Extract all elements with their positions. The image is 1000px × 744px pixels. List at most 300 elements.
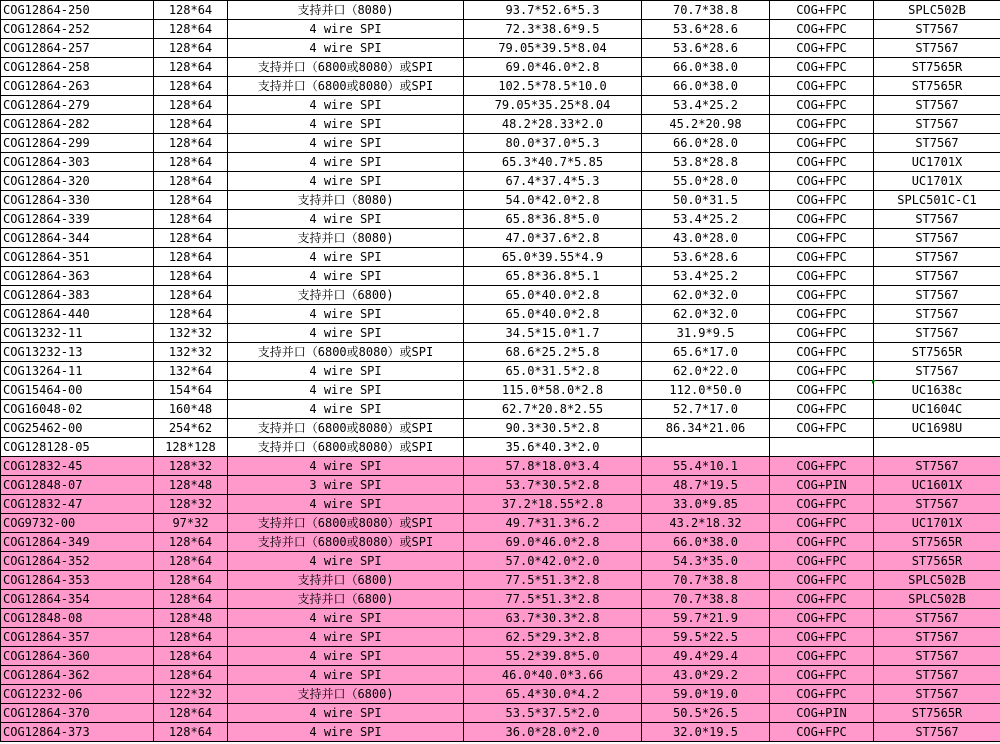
package-cell[interactable]: COG+FPC — [770, 457, 874, 476]
model-cell[interactable]: COG13232-13 — [1, 343, 154, 362]
resolution-cell[interactable]: 128*64 — [154, 533, 228, 552]
outline-size-cell[interactable]: 93.7*52.6*5.3 — [464, 1, 642, 20]
interface-cell[interactable]: 4 wire SPI — [228, 723, 464, 742]
package-cell[interactable]: COG+FPC — [770, 723, 874, 742]
controller-cell[interactable]: ST7567 — [874, 609, 1000, 628]
interface-cell[interactable]: 4 wire SPI — [228, 267, 464, 286]
table-row[interactable] — [1, 590, 1000, 609]
view-area-cell[interactable]: 43.0*29.2 — [642, 666, 770, 685]
view-area-cell[interactable]: 48.7*19.5 — [642, 476, 770, 495]
outline-size-cell[interactable]: 57.8*18.0*3.4 — [464, 457, 642, 476]
resolution-cell[interactable]: 128*64 — [154, 134, 228, 153]
package-cell[interactable]: COG+FPC — [770, 685, 874, 704]
model-cell[interactable]: COG12864-303 — [1, 153, 154, 172]
interface-cell[interactable]: 4 wire SPI — [228, 20, 464, 39]
outline-size-cell[interactable]: 77.5*51.3*2.8 — [464, 571, 642, 590]
table-row[interactable] — [1, 305, 1000, 324]
interface-cell[interactable]: 4 wire SPI — [228, 305, 464, 324]
outline-size-cell[interactable]: 34.5*15.0*1.7 — [464, 324, 642, 343]
interface-cell[interactable]: 4 wire SPI — [228, 362, 464, 381]
package-cell[interactable]: COG+FPC — [770, 134, 874, 153]
outline-size-cell[interactable]: 55.2*39.8*5.0 — [464, 647, 642, 666]
controller-cell[interactable]: ST7565R — [874, 343, 1000, 362]
package-cell[interactable]: COG+FPC — [770, 533, 874, 552]
interface-cell[interactable]: 支持并口（6800或8080）或SPI — [228, 343, 464, 362]
table-row[interactable] — [1, 153, 1000, 172]
controller-cell[interactable]: ST7567 — [874, 115, 1000, 134]
resolution-cell[interactable]: 128*64 — [154, 666, 228, 685]
view-area-cell[interactable]: 59.5*22.5 — [642, 628, 770, 647]
view-area-cell[interactable]: 49.4*29.4 — [642, 647, 770, 666]
interface-cell[interactable]: 4 wire SPI — [228, 552, 464, 571]
controller-cell[interactable]: UC1601X — [874, 476, 1000, 495]
table-row[interactable] — [1, 77, 1000, 96]
table-row[interactable] — [1, 96, 1000, 115]
resolution-cell[interactable]: 97*32 — [154, 514, 228, 533]
resolution-cell[interactable]: 128*64 — [154, 77, 228, 96]
resolution-cell[interactable]: 128*64 — [154, 153, 228, 172]
interface-cell[interactable]: 支持并口（6800) — [228, 590, 464, 609]
outline-size-cell[interactable]: 36.0*28.0*2.0 — [464, 723, 642, 742]
view-area-cell[interactable]: 50.5*26.5 — [642, 704, 770, 723]
interface-cell[interactable]: 4 wire SPI — [228, 115, 464, 134]
table-row[interactable] — [1, 115, 1000, 134]
table-row[interactable] — [1, 609, 1000, 628]
resolution-cell[interactable]: 128*64 — [154, 267, 228, 286]
outline-size-cell[interactable]: 65.3*40.7*5.85 — [464, 153, 642, 172]
resolution-cell[interactable]: 132*32 — [154, 324, 228, 343]
model-cell[interactable]: COG12864-351 — [1, 248, 154, 267]
model-cell[interactable]: COG12832-45 — [1, 457, 154, 476]
view-area-cell[interactable]: 112.0*50.0 — [642, 381, 770, 400]
package-cell[interactable]: COG+FPC — [770, 210, 874, 229]
resolution-cell[interactable]: 128*64 — [154, 590, 228, 609]
outline-size-cell[interactable]: 72.3*38.6*9.5 — [464, 20, 642, 39]
view-area-cell[interactable]: 66.0*38.0 — [642, 58, 770, 77]
interface-cell[interactable]: 4 wire SPI — [228, 96, 464, 115]
controller-cell[interactable]: ST7567 — [874, 647, 1000, 666]
controller-cell[interactable]: ST7567 — [874, 229, 1000, 248]
outline-size-cell[interactable]: 65.8*36.8*5.0 — [464, 210, 642, 229]
interface-cell[interactable]: 4 wire SPI — [228, 153, 464, 172]
view-area-cell[interactable]: 55.4*10.1 — [642, 457, 770, 476]
outline-size-cell[interactable]: 102.5*78.5*10.0 — [464, 77, 642, 96]
table-row[interactable] — [1, 324, 1000, 343]
package-cell[interactable]: COG+FPC — [770, 20, 874, 39]
view-area-cell[interactable] — [642, 438, 770, 457]
table-row[interactable] — [1, 1, 1000, 20]
table-row[interactable] — [1, 495, 1000, 514]
view-area-cell[interactable]: 43.0*28.0 — [642, 229, 770, 248]
model-cell[interactable]: COG12864-360 — [1, 647, 154, 666]
resolution-cell[interactable]: 128*32 — [154, 457, 228, 476]
outline-size-cell[interactable]: 79.05*35.25*8.04 — [464, 96, 642, 115]
view-area-cell[interactable]: 70.7*38.8 — [642, 590, 770, 609]
resolution-cell[interactable]: 128*64 — [154, 229, 228, 248]
outline-size-cell[interactable]: 69.0*46.0*2.8 — [464, 58, 642, 77]
package-cell[interactable]: COG+FPC — [770, 609, 874, 628]
resolution-cell[interactable]: 128*48 — [154, 609, 228, 628]
model-cell[interactable]: COG12864-352 — [1, 552, 154, 571]
table-row[interactable] — [1, 172, 1000, 191]
interface-cell[interactable]: 4 wire SPI — [228, 666, 464, 685]
model-cell[interactable]: COG16048-02 — [1, 400, 154, 419]
controller-cell[interactable]: ST7567 — [874, 248, 1000, 267]
resolution-cell[interactable]: 128*32 — [154, 495, 228, 514]
table-row[interactable] — [1, 457, 1000, 476]
model-cell[interactable]: COG12864-263 — [1, 77, 154, 96]
interface-cell[interactable]: 支持并口（6800) — [228, 571, 464, 590]
model-cell[interactable]: COG12864-252 — [1, 20, 154, 39]
package-cell[interactable]: COG+FPC — [770, 153, 874, 172]
package-cell[interactable] — [770, 438, 874, 457]
view-area-cell[interactable]: 66.0*38.0 — [642, 77, 770, 96]
controller-cell[interactable]: ST7565R — [874, 704, 1000, 723]
table-row[interactable] — [1, 343, 1000, 362]
model-cell[interactable]: COG12864-282 — [1, 115, 154, 134]
table-row[interactable] — [1, 571, 1000, 590]
view-area-cell[interactable]: 53.8*28.8 — [642, 153, 770, 172]
resolution-cell[interactable]: 128*64 — [154, 571, 228, 590]
table-row[interactable] — [1, 438, 1000, 457]
package-cell[interactable]: COG+FPC — [770, 286, 874, 305]
model-cell[interactable]: COG12864-363 — [1, 267, 154, 286]
outline-size-cell[interactable]: 80.0*37.0*5.3 — [464, 134, 642, 153]
controller-cell[interactable]: SPLC502B — [874, 1, 1000, 20]
table-row[interactable] — [1, 248, 1000, 267]
model-cell[interactable]: COG12864-258 — [1, 58, 154, 77]
controller-cell[interactable]: ST7567 — [874, 666, 1000, 685]
view-area-cell[interactable]: 45.2*20.98 — [642, 115, 770, 134]
model-cell[interactable]: COG128128-05 — [1, 438, 154, 457]
model-cell[interactable]: COG9732-00 — [1, 514, 154, 533]
interface-cell[interactable]: 支持并口（6800) — [228, 685, 464, 704]
view-area-cell[interactable]: 53.4*25.2 — [642, 96, 770, 115]
table-row[interactable] — [1, 58, 1000, 77]
view-area-cell[interactable]: 66.0*38.0 — [642, 533, 770, 552]
table-row[interactable] — [1, 286, 1000, 305]
interface-cell[interactable]: 4 wire SPI — [228, 210, 464, 229]
interface-cell[interactable]: 4 wire SPI — [228, 172, 464, 191]
package-cell[interactable]: COG+FPC — [770, 362, 874, 381]
table-row[interactable] — [1, 191, 1000, 210]
model-cell[interactable]: COG12864-362 — [1, 666, 154, 685]
view-area-cell[interactable]: 53.6*28.6 — [642, 39, 770, 58]
model-cell[interactable]: COG13264-11 — [1, 362, 154, 381]
table-row[interactable] — [1, 685, 1000, 704]
outline-size-cell[interactable]: 54.0*42.0*2.8 — [464, 191, 642, 210]
table-row[interactable] — [1, 39, 1000, 58]
package-cell[interactable]: COG+FPC — [770, 191, 874, 210]
view-area-cell[interactable]: 62.0*22.0 — [642, 362, 770, 381]
package-cell[interactable]: COG+FPC — [770, 324, 874, 343]
outline-size-cell[interactable]: 67.4*37.4*5.3 — [464, 172, 642, 191]
controller-cell[interactable]: UC1701X — [874, 514, 1000, 533]
view-area-cell[interactable]: 53.6*28.6 — [642, 20, 770, 39]
resolution-cell[interactable]: 128*64 — [154, 191, 228, 210]
interface-cell[interactable]: 支持并口（8080) — [228, 229, 464, 248]
resolution-cell[interactable]: 128*64 — [154, 1, 228, 20]
package-cell[interactable]: COG+FPC — [770, 343, 874, 362]
resolution-cell[interactable]: 128*64 — [154, 628, 228, 647]
package-cell[interactable]: COG+FPC — [770, 115, 874, 134]
resolution-cell[interactable]: 160*48 — [154, 400, 228, 419]
view-area-cell[interactable]: 62.0*32.0 — [642, 286, 770, 305]
resolution-cell[interactable]: 132*64 — [154, 362, 228, 381]
table-row[interactable] — [1, 533, 1000, 552]
controller-cell[interactable]: ST7567 — [874, 134, 1000, 153]
controller-cell[interactable]: ST7567 — [874, 286, 1000, 305]
resolution-cell[interactable]: 128*64 — [154, 723, 228, 742]
resolution-cell[interactable]: 128*128 — [154, 438, 228, 457]
controller-cell[interactable]: ST7567 — [874, 495, 1000, 514]
outline-size-cell[interactable]: 65.4*30.0*4.2 — [464, 685, 642, 704]
package-cell[interactable]: COG+FPC — [770, 647, 874, 666]
model-cell[interactable]: COG12864-250 — [1, 1, 154, 20]
controller-cell[interactable]: ST7567 — [874, 39, 1000, 58]
interface-cell[interactable]: 支持并口（8080) — [228, 191, 464, 210]
controller-cell[interactable]: UC1604C — [874, 400, 1000, 419]
package-cell[interactable]: COG+FPC — [770, 400, 874, 419]
package-cell[interactable]: COG+PIN — [770, 704, 874, 723]
interface-cell[interactable]: 4 wire SPI — [228, 704, 464, 723]
model-cell[interactable]: COG12864-370 — [1, 704, 154, 723]
package-cell[interactable]: COG+FPC — [770, 248, 874, 267]
outline-size-cell[interactable]: 57.0*42.0*2.0 — [464, 552, 642, 571]
package-cell[interactable]: COG+FPC — [770, 39, 874, 58]
controller-cell[interactable]: SPLC501C-C1 — [874, 191, 1000, 210]
model-cell[interactable]: COG12864-354 — [1, 590, 154, 609]
model-cell[interactable]: COG12864-353 — [1, 571, 154, 590]
interface-cell[interactable]: 支持并口（6800或8080）或SPI — [228, 58, 464, 77]
model-cell[interactable]: COG13232-11 — [1, 324, 154, 343]
outline-size-cell[interactable]: 49.7*31.3*6.2 — [464, 514, 642, 533]
resolution-cell[interactable]: 128*64 — [154, 96, 228, 115]
resolution-cell[interactable]: 128*64 — [154, 20, 228, 39]
table-row[interactable] — [1, 381, 1000, 400]
controller-cell[interactable]: ST7567 — [874, 685, 1000, 704]
package-cell[interactable]: COG+FPC — [770, 77, 874, 96]
table-row[interactable] — [1, 419, 1000, 438]
model-cell[interactable]: COG12864-330 — [1, 191, 154, 210]
controller-cell[interactable]: UC1698U — [874, 419, 1000, 438]
interface-cell[interactable]: 4 wire SPI — [228, 400, 464, 419]
outline-size-cell[interactable]: 79.05*39.5*8.04 — [464, 39, 642, 58]
outline-size-cell[interactable]: 65.0*39.55*4.9 — [464, 248, 642, 267]
view-area-cell[interactable]: 65.6*17.0 — [642, 343, 770, 362]
controller-cell[interactable]: ST7567 — [874, 324, 1000, 343]
model-cell[interactable]: COG12864-339 — [1, 210, 154, 229]
package-cell[interactable]: COG+FPC — [770, 381, 874, 400]
controller-cell[interactable]: ST7565R — [874, 58, 1000, 77]
package-cell[interactable]: COG+FPC — [770, 590, 874, 609]
interface-cell[interactable]: 4 wire SPI — [228, 609, 464, 628]
package-cell[interactable]: COG+FPC — [770, 229, 874, 248]
resolution-cell[interactable]: 128*64 — [154, 305, 228, 324]
interface-cell[interactable]: 4 wire SPI — [228, 39, 464, 58]
resolution-cell[interactable]: 122*32 — [154, 685, 228, 704]
controller-cell[interactable]: SPLC502B — [874, 590, 1000, 609]
interface-cell[interactable]: 支持并口（6800或8080）或SPI — [228, 438, 464, 457]
controller-cell[interactable]: ST7567 — [874, 723, 1000, 742]
interface-cell[interactable]: 支持并口（6800) — [228, 286, 464, 305]
controller-cell[interactable]: SPLC502B — [874, 571, 1000, 590]
resolution-cell[interactable]: 128*64 — [154, 39, 228, 58]
controller-cell[interactable]: ST7565R — [874, 77, 1000, 96]
model-cell[interactable]: COG12232-06 — [1, 685, 154, 704]
outline-size-cell[interactable]: 48.2*28.33*2.0 — [464, 115, 642, 134]
table-row[interactable] — [1, 20, 1000, 39]
outline-size-cell[interactable]: 46.0*40.0*3.66 — [464, 666, 642, 685]
outline-size-cell[interactable]: 115.0*58.0*2.8 — [464, 381, 642, 400]
model-cell[interactable]: COG15464-00 — [1, 381, 154, 400]
controller-cell[interactable]: UC1701X — [874, 172, 1000, 191]
controller-cell[interactable]: ST7567 — [874, 96, 1000, 115]
model-cell[interactable]: COG12848-08 — [1, 609, 154, 628]
model-cell[interactable]: COG12864-299 — [1, 134, 154, 153]
resolution-cell[interactable]: 132*32 — [154, 343, 228, 362]
controller-cell[interactable]: ST7567 — [874, 305, 1000, 324]
outline-size-cell[interactable]: 63.7*30.3*2.8 — [464, 609, 642, 628]
resolution-cell[interactable]: 128*64 — [154, 647, 228, 666]
outline-size-cell[interactable]: 53.5*37.5*2.0 — [464, 704, 642, 723]
model-cell[interactable]: COG12864-320 — [1, 172, 154, 191]
table-row[interactable] — [1, 134, 1000, 153]
package-cell[interactable]: COG+PIN — [770, 476, 874, 495]
controller-cell[interactable]: ST7567 — [874, 210, 1000, 229]
package-cell[interactable]: COG+FPC — [770, 628, 874, 647]
outline-size-cell[interactable]: 65.0*31.5*2.8 — [464, 362, 642, 381]
resolution-cell[interactable]: 128*64 — [154, 552, 228, 571]
package-cell[interactable]: COG+FPC — [770, 305, 874, 324]
view-area-cell[interactable]: 55.0*28.0 — [642, 172, 770, 191]
model-cell[interactable]: COG12848-07 — [1, 476, 154, 495]
table-row[interactable] — [1, 400, 1000, 419]
view-area-cell[interactable]: 53.4*25.2 — [642, 210, 770, 229]
resolution-cell[interactable]: 128*64 — [154, 115, 228, 134]
package-cell[interactable]: COG+FPC — [770, 267, 874, 286]
outline-size-cell[interactable]: 47.0*37.6*2.8 — [464, 229, 642, 248]
package-cell[interactable]: COG+FPC — [770, 96, 874, 115]
view-area-cell[interactable]: 31.9*9.5 — [642, 324, 770, 343]
table-row[interactable] — [1, 362, 1000, 381]
outline-size-cell[interactable]: 68.6*25.2*5.8 — [464, 343, 642, 362]
controller-cell[interactable]: ST7565R — [874, 533, 1000, 552]
controller-cell[interactable]: ST7567 — [874, 267, 1000, 286]
outline-size-cell[interactable]: 65.8*36.8*5.1 — [464, 267, 642, 286]
resolution-cell[interactable]: 128*64 — [154, 286, 228, 305]
controller-cell[interactable]: ST7567 — [874, 628, 1000, 647]
outline-size-cell[interactable]: 35.6*40.3*2.0 — [464, 438, 642, 457]
view-area-cell[interactable]: 52.7*17.0 — [642, 400, 770, 419]
model-cell[interactable]: COG12864-373 — [1, 723, 154, 742]
package-cell[interactable]: COG+FPC — [770, 514, 874, 533]
model-cell[interactable]: COG12864-257 — [1, 39, 154, 58]
view-area-cell[interactable]: 32.0*19.5 — [642, 723, 770, 742]
view-area-cell[interactable]: 70.7*38.8 — [642, 1, 770, 20]
outline-size-cell[interactable]: 53.7*30.5*2.8 — [464, 476, 642, 495]
interface-cell[interactable]: 支持并口（6800或8080）或SPI — [228, 419, 464, 438]
interface-cell[interactable]: 支持并口（6800或8080）或SPI — [228, 514, 464, 533]
outline-size-cell[interactable]: 62.7*20.8*2.55 — [464, 400, 642, 419]
resolution-cell[interactable]: 128*64 — [154, 172, 228, 191]
table-row[interactable] — [1, 666, 1000, 685]
outline-size-cell[interactable]: 65.0*40.0*2.8 — [464, 305, 642, 324]
model-cell[interactable]: COG12864-440 — [1, 305, 154, 324]
model-cell[interactable]: COG12864-357 — [1, 628, 154, 647]
interface-cell[interactable]: 支持并口（6800或8080）或SPI — [228, 77, 464, 96]
model-cell[interactable]: COG12864-383 — [1, 286, 154, 305]
model-cell[interactable]: COG12864-349 — [1, 533, 154, 552]
resolution-cell[interactable]: 128*64 — [154, 58, 228, 77]
resolution-cell[interactable]: 254*62 — [154, 419, 228, 438]
interface-cell[interactable]: 3 wire SPI — [228, 476, 464, 495]
package-cell[interactable]: COG+FPC — [770, 1, 874, 20]
table-row[interactable] — [1, 552, 1000, 571]
outline-size-cell[interactable]: 62.5*29.3*2.8 — [464, 628, 642, 647]
controller-cell[interactable]: UC1701X — [874, 153, 1000, 172]
resolution-cell[interactable]: 128*48 — [154, 476, 228, 495]
view-area-cell[interactable]: 53.6*28.6 — [642, 248, 770, 267]
package-cell[interactable]: COG+FPC — [770, 571, 874, 590]
view-area-cell[interactable]: 33.0*9.85 — [642, 495, 770, 514]
interface-cell[interactable]: 4 wire SPI — [228, 628, 464, 647]
table-row[interactable] — [1, 267, 1000, 286]
model-cell[interactable]: COG25462-00 — [1, 419, 154, 438]
view-area-cell[interactable]: 50.0*31.5 — [642, 191, 770, 210]
resolution-cell[interactable]: 128*64 — [154, 704, 228, 723]
outline-size-cell[interactable]: 69.0*46.0*2.8 — [464, 533, 642, 552]
interface-cell[interactable]: 4 wire SPI — [228, 647, 464, 666]
table-row[interactable] — [1, 647, 1000, 666]
view-area-cell[interactable]: 86.34*21.06 — [642, 419, 770, 438]
table-row[interactable] — [1, 229, 1000, 248]
view-area-cell[interactable]: 62.0*32.0 — [642, 305, 770, 324]
view-area-cell[interactable]: 66.0*28.0 — [642, 134, 770, 153]
interface-cell[interactable]: 支持并口（6800或8080）或SPI — [228, 533, 464, 552]
interface-cell[interactable]: 4 wire SPI — [228, 324, 464, 343]
interface-cell[interactable]: 4 wire SPI — [228, 457, 464, 476]
outline-size-cell[interactable]: 65.0*40.0*2.8 — [464, 286, 642, 305]
interface-cell[interactable]: 4 wire SPI — [228, 248, 464, 267]
package-cell[interactable]: COG+FPC — [770, 495, 874, 514]
model-cell[interactable]: COG12832-47 — [1, 495, 154, 514]
table-row[interactable] — [1, 628, 1000, 647]
package-cell[interactable]: COG+FPC — [770, 666, 874, 685]
package-cell[interactable]: COG+FPC — [770, 419, 874, 438]
view-area-cell[interactable]: 43.2*18.32 — [642, 514, 770, 533]
table-row[interactable] — [1, 514, 1000, 533]
controller-cell[interactable]: ST7567 — [874, 20, 1000, 39]
controller-cell[interactable]: ST7567 — [874, 362, 1000, 381]
interface-cell[interactable]: 4 wire SPI — [228, 495, 464, 514]
interface-cell[interactable]: 4 wire SPI — [228, 381, 464, 400]
controller-cell[interactable] — [874, 438, 1000, 457]
model-cell[interactable]: COG12864-279 — [1, 96, 154, 115]
table-row[interactable] — [1, 723, 1000, 742]
resolution-cell[interactable]: 128*64 — [154, 210, 228, 229]
outline-size-cell[interactable]: 77.5*51.3*2.8 — [464, 590, 642, 609]
package-cell[interactable]: COG+FPC — [770, 172, 874, 191]
model-cell[interactable]: COG12864-344 — [1, 229, 154, 248]
view-area-cell[interactable]: 70.7*38.8 — [642, 571, 770, 590]
table-row[interactable] — [1, 476, 1000, 495]
controller-cell[interactable]: UC1638c — [874, 381, 1000, 400]
controller-cell[interactable]: ST7567 — [874, 457, 1000, 476]
outline-size-cell[interactable]: 37.2*18.55*2.8 — [464, 495, 642, 514]
view-area-cell[interactable]: 53.4*25.2 — [642, 267, 770, 286]
view-area-cell[interactable]: 59.0*19.0 — [642, 685, 770, 704]
